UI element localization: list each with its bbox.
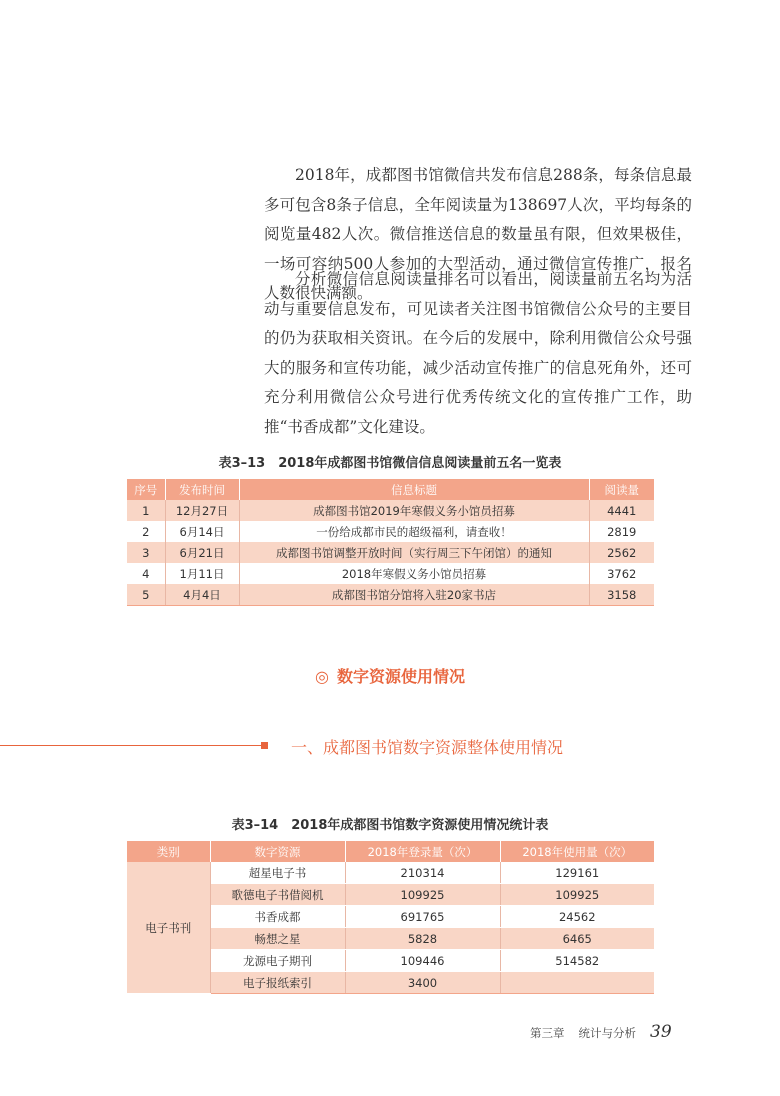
square-bullet-icon xyxy=(261,742,268,749)
cell-usage: 24562 xyxy=(500,906,654,928)
footer-title: 统计与分析 xyxy=(578,1026,636,1040)
cell-usage: 514582 xyxy=(500,950,654,972)
body-paragraph-2: 分析微信信息阅读量排名可以看出，阅读量前五名均为活动与重要信息发布，可见读者关注图书馆微信公众号的主要目的仍为获取相关资讯。在今后的发展中，除利用微信公众号强大的服务和宣传功能，减少活动宣传推广的信息死角外，还可充分利用微信公众号进行优秀传统文化的宣传推广工作，助推“书香成都”文化建设。 xyxy=(264,270,692,436)
header-usage: 2018年使用量（次） xyxy=(500,841,654,862)
header-date: 发布时间 xyxy=(165,479,239,500)
header-index: 序号 xyxy=(127,479,165,500)
cell-logins: 210314 xyxy=(345,862,500,884)
table-row xyxy=(127,563,654,584)
cell-title: 一份给成都市民的超级福利，请查收！ xyxy=(239,521,589,542)
section-heading-text: 数字资源使用情况 xyxy=(336,667,465,686)
cell-resource: 书香成都 xyxy=(210,906,345,928)
cell-resource: 电子报纸索引 xyxy=(210,972,345,994)
cell-reads: 4441 xyxy=(589,500,654,521)
bullseye-icon: ◎ xyxy=(315,667,329,686)
cell-logins: 109925 xyxy=(345,884,500,906)
cell-title: 成都图书馆分馆将入驻20家书店 xyxy=(239,584,589,606)
cell-index: 4 xyxy=(127,563,165,584)
table-row xyxy=(127,584,654,606)
cell-date: 6月14日 xyxy=(165,521,239,542)
subheading: 一、成都图书馆数字资源整体使用情况 xyxy=(291,738,564,757)
cell-logins: 109446 xyxy=(345,950,500,972)
cell-logins: 3400 xyxy=(345,972,500,994)
digital-resources-table xyxy=(127,841,654,994)
cell-index: 1 xyxy=(127,500,165,521)
body-paragraph-1: 2018年，成都图书馆微信共发布信息288条，每条信息最多可包含8条子信息，全年阅读量为138697人次，平均每条的阅览量482人次。微信推送信息的数量虽有限，但效果极佳，一场可容纳500人参加的大型活动，通过微信宣传推广，报名人数很快满额。 xyxy=(264,166,692,302)
subheading-rule xyxy=(0,745,262,746)
cell-index: 5 xyxy=(127,584,165,606)
cell-date: 6月21日 xyxy=(165,542,239,563)
cell-date: 1月11日 xyxy=(165,563,239,584)
table-row xyxy=(127,521,654,542)
cell-reads: 2562 xyxy=(589,542,654,563)
table-caption-3-13: 表3–13 2018年成都图书馆微信信息阅读量前五名一览表 xyxy=(218,456,562,471)
table-row xyxy=(127,862,654,884)
header-title: 信息标题 xyxy=(239,479,589,500)
cell-reads: 3762 xyxy=(589,563,654,584)
table-row xyxy=(127,500,654,521)
cell-reads: 3158 xyxy=(589,584,654,606)
cell-usage: 109925 xyxy=(500,884,654,906)
cell-logins: 5828 xyxy=(345,928,500,950)
cell-reads: 2819 xyxy=(589,521,654,542)
wechat-top5-table xyxy=(127,479,654,606)
cell-usage: 6465 xyxy=(500,928,654,950)
header-logins: 2018年登录量（次） xyxy=(345,841,500,862)
table-header-row xyxy=(127,479,654,500)
cell-resource: 歌德电子书借阅机 xyxy=(210,884,345,906)
page-number: 39 xyxy=(650,1022,672,1042)
cell-index: 3 xyxy=(127,542,165,563)
header-reads: 阅读量 xyxy=(589,479,654,500)
section-heading xyxy=(0,664,780,687)
cell-category: 电子书刊 xyxy=(127,862,210,994)
header-category: 类别 xyxy=(127,841,210,862)
cell-logins: 691765 xyxy=(345,906,500,928)
cell-title: 2018年寒假义务小馆员招募 xyxy=(239,563,589,584)
cell-resource: 龙源电子期刊 xyxy=(210,950,345,972)
header-resource: 数字资源 xyxy=(210,841,345,862)
cell-resource: 畅想之星 xyxy=(210,928,345,950)
table-header-row xyxy=(127,841,654,862)
cell-index: 2 xyxy=(127,521,165,542)
cell-title: 成都图书馆2019年寒假义务小馆员招募 xyxy=(239,500,589,521)
page-footer xyxy=(530,1022,672,1042)
cell-date: 4月4日 xyxy=(165,584,239,606)
cell-date: 12月27日 xyxy=(165,500,239,521)
cell-title: 成都图书馆调整开放时间（实行周三下午闭馆）的通知 xyxy=(239,542,589,563)
table-caption-3-14: 表3–14 2018年成都图书馆数字资源使用情况统计表 xyxy=(231,818,549,833)
cell-usage: 129161 xyxy=(500,862,654,884)
cell-usage xyxy=(500,972,654,994)
footer-chapter: 第三章 xyxy=(530,1026,565,1040)
cell-resource: 超星电子书 xyxy=(210,862,345,884)
table-row xyxy=(127,542,654,563)
